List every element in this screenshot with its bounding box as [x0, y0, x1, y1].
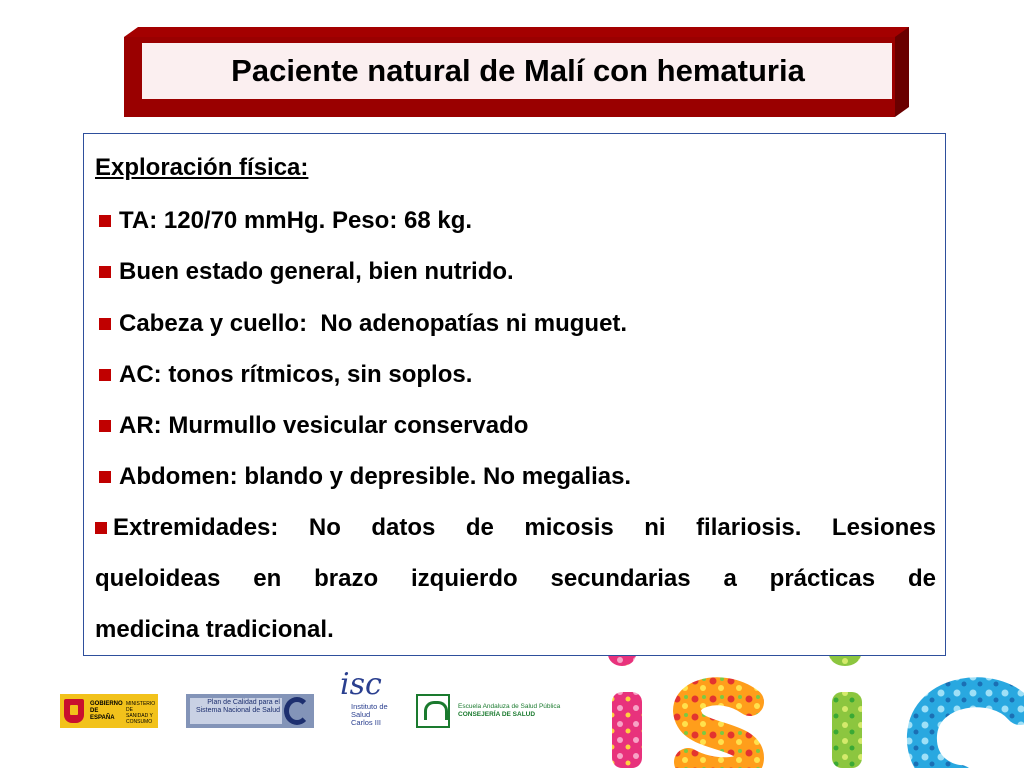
first-word-wrap [95, 514, 278, 542]
word: a [723, 565, 737, 592]
logo-text: Instituto de Salud Carlos III [351, 702, 388, 727]
list-item-text: TA: 120/70 mmHg. Peso: 68 kg. [119, 207, 473, 234]
word: secundarias [550, 565, 691, 592]
word: ni [644, 514, 666, 541]
word: medicina tradicional. [95, 616, 334, 643]
list-item-text: Cabeza y cuello: No adenopatías ni muguet. [119, 310, 628, 337]
justified-line-2 [95, 564, 936, 594]
red-square-bullet-icon [99, 318, 111, 330]
logo-text: CONSEJERÍA DE SALUD [458, 711, 536, 718]
c-mark-icon [284, 697, 310, 725]
word: de [907, 565, 936, 592]
arch-shape [424, 701, 448, 720]
red-square-bullet-icon [99, 266, 111, 278]
list-item-text: Abdomen: blando y depresible. No megalias. [119, 463, 632, 490]
list-item-text: Buen estado general, bien nutrido. [119, 258, 514, 285]
word: queloideas [95, 565, 221, 592]
section-heading: Exploración física: [95, 154, 309, 181]
word: No [308, 514, 341, 541]
slide-title: Paciente natural de Malí con hematuria [231, 53, 805, 88]
gobierno-espana-logo [60, 694, 158, 728]
justified-line-1 [95, 513, 936, 543]
junta-andalucia-logo [416, 694, 566, 728]
word: datos [371, 514, 436, 541]
list-item-text: AC: tonos rítmicos, sin soplos. [119, 361, 473, 388]
red-square-bullet-icon [99, 369, 111, 381]
exploration-content-box [83, 133, 946, 656]
word: izquierdo [410, 565, 518, 592]
title-banner [124, 27, 909, 117]
word: Extremidades: [113, 514, 279, 541]
list-item [99, 206, 472, 236]
list-item [99, 411, 528, 441]
red-square-bullet-icon [99, 420, 111, 432]
logo-text-block [458, 703, 568, 719]
list-item [99, 360, 472, 390]
list-item [99, 309, 627, 339]
word: micosis [524, 514, 614, 541]
red-square-bullet-icon [99, 215, 111, 227]
logo-text: MINISTERIO DE SANIDAD Y CONSUMO [126, 701, 156, 725]
word: de [465, 514, 494, 541]
word: prácticas [769, 565, 876, 592]
decorative-letters-graphic [600, 640, 1024, 768]
red-square-bullet-icon [99, 471, 111, 483]
list-item-text: AR: Murmullo vesicular conservado [119, 412, 529, 439]
coat-of-arms-icon [64, 699, 84, 723]
red-square-bullet-icon [95, 522, 107, 534]
logo-text: Plan de Calidad para el Sistema Nacional de Salud [195, 699, 280, 714]
word: filariosis. [696, 514, 802, 541]
junta-emblem-icon [416, 694, 450, 728]
list-item [99, 257, 514, 287]
logo-text: GOBIERNO DE ESPAÑA [90, 701, 123, 721]
word: brazo [314, 565, 379, 592]
plan-calidad-logo [186, 694, 314, 728]
instituto-carlos-iii-logo [338, 667, 388, 740]
list-item [99, 462, 631, 492]
isc-mark-icon: isc [340, 667, 382, 702]
logo-text: Escuela Andaluza de Salud Pública [458, 703, 561, 710]
word: Lesiones [831, 514, 936, 541]
word: en [253, 565, 282, 592]
justified-line-3 [95, 615, 334, 645]
